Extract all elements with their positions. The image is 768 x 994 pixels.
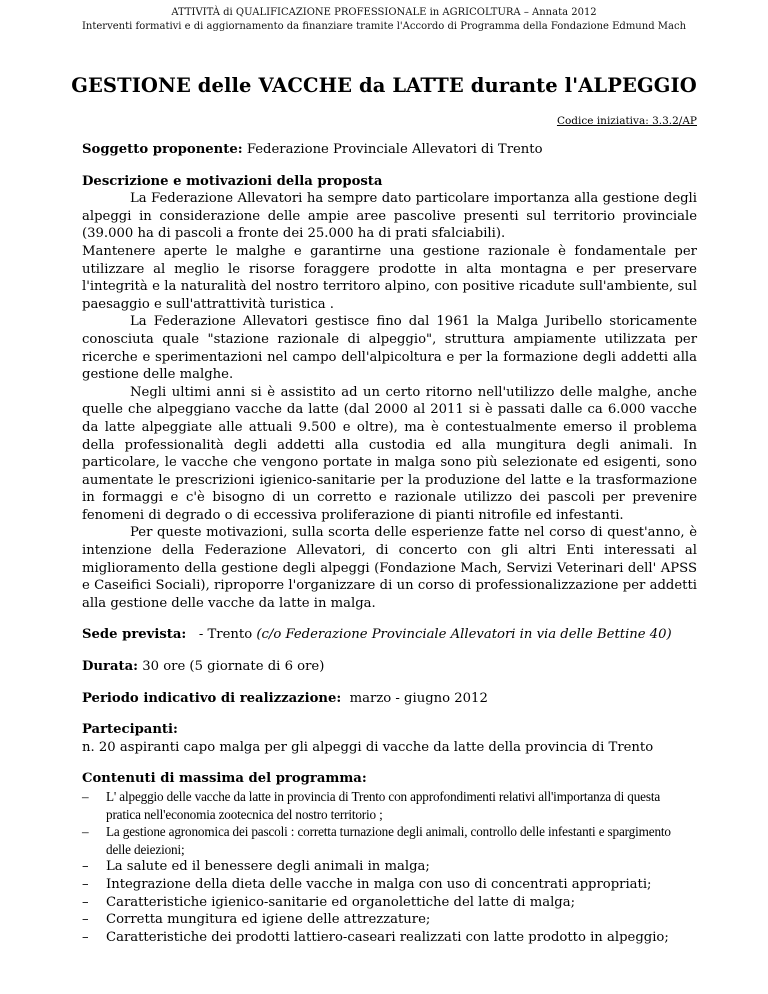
- soggetto-section: [82, 141, 697, 159]
- descrizione-paragraph: Mantenere aperte le malghe e garantirne una gestione razionale è fondamentale per utilizzare al meglio le risorse foraggere prodotte in alta montagna e per preservare l'integrità e la naturalità del nostro territoro alpino, con positive ricadute sull'ambiente, sul paesaggio e sull'attrattività turistica .: [82, 243, 697, 312]
- periodo-value: marzo - giugno 2012: [341, 690, 488, 706]
- descrizione-section: [82, 173, 697, 613]
- initiative-code: Codice iniziativa: 3.3.2/AP: [556, 115, 697, 127]
- contenuti-section: [82, 770, 697, 946]
- soggetto-label: Soggetto proponente:: [82, 142, 243, 157]
- partecipanti-value: n. 20 aspiranti capo malga per gli alpeggi di vacche da latte della provincia di Trento: [82, 739, 654, 755]
- list-item: – La salute ed il benessere degli animali in malga;: [82, 858, 697, 876]
- contenuti-list: [82, 788, 697, 946]
- header-line-1: ATTIVITÀ di QUALIFICAZIONE PROFESSIONALE in AGRICOLTURA – Annata 2012: [171, 7, 597, 18]
- durata-value: 30 ore (5 giornate di 6 ore): [138, 659, 325, 675]
- soggetto-value: Federazione Provinciale Allevatori di Trento: [242, 142, 543, 157]
- descrizione-paragraph: Per queste motivazioni, sulla scorta delle esperienze fatte nel corso di quest'anno, è intenzione della Federazione Allevatori, di concerto con gli altri Enti interessati al miglioramento della gestione degli alpeggi (Fondazione Mach, Servizi Veterinari dell' APSS e Caseifici Sociali), riproporre l'organizzare di un corso di professionalizzazione per addetti alla gestione delle vacche da latte in malga.: [82, 525, 697, 611]
- descrizione-label: Descrizione e motivazioni della proposta: [82, 173, 383, 189]
- partecipanti-label: Partecipanti:: [82, 722, 178, 738]
- contenuti-label: Contenuti di massima del programma:: [82, 771, 367, 787]
- sede-label: Sede prevista:: [82, 627, 187, 643]
- descrizione-paragraph: Negli ultimi anni si è assistito ad un certo ritorno nell'utilizzo delle malghe, anche quelle che alpeggiano vacche da latte (dal 2000 al 2011 si è passati dalle ca 6.000 vacche da latte alpeggiate alle attuali 9.500 e oltre), ma è contestualmente emerso il problema della professionalità degli addetti alla custodia ed alla mungitura degli animali. In particolare, le vacche che vengono portate in malga sono più selezionate ed esigenti, sono aumentate le prescrizioni igienico-sanitarie per la produzione del latte e la trasformazione in formaggi e c'è bisogno di un corretto e razionale utilizzo dei pascoli per prevenire fenomeni di degrado o di eccessiva proliferazione di pianti nitrofile ed infestanti.: [82, 384, 697, 523]
- descrizione-paragraph: La Federazione Allevatori ha sempre dato particolare importanza alla gestione degli alpeggi in considerazione delle ampie aree pascolive presenti sul territorio provinciale (39.000 ha di pascoli a fronte dei 25.000 ha di prati sfalciabili).: [82, 191, 697, 242]
- sede-note: (c/o Federazione Provinciale Allevatori in via delle Bettine 40): [256, 627, 672, 643]
- list-item: – La gestione agronomica dei pascoli : corretta turnazione degli animali, controllo delle infestanti e spargimento delle deiezioni;: [82, 823, 697, 858]
- sede-value: - Trento: [186, 627, 257, 643]
- periodo-label: Periodo indicativo di realizzazione:: [82, 690, 342, 706]
- list-item: – Corretta mungitura ed igiene delle attrezzature;: [82, 911, 697, 929]
- document-title: GESTIONE delle VACCHE da LATTE durante l'ALPEGGIO: [71, 74, 697, 97]
- page-header: [0, 6, 768, 34]
- list-item: – L' alpeggio delle vacche da latte in provincia di Trento con approfondimenti relativi all'importanza di questa pratica nell'economia zootecnica del nostro territorio ;: [82, 788, 697, 823]
- document-body: [82, 141, 697, 946]
- list-item: – Caratteristiche igienico-sanitarie ed organolettiche del latte di malga;: [82, 894, 697, 912]
- header-line-2: Interventi formativi e di aggiornamento da finanziare tramite l'Accordo di Programma della Fondazione Edmund Mach: [81, 21, 687, 32]
- partecipanti-section: [82, 721, 697, 756]
- periodo-section: [82, 690, 697, 708]
- list-item: – Integrazione della dieta delle vacche in malga con uso di concentrati appropriati;: [82, 876, 697, 894]
- durata-label: Durata:: [82, 659, 139, 675]
- durata-section: [82, 658, 697, 676]
- descrizione-paragraph: La Federazione Allevatori gestisce fino dal 1961 la Malga Juribello storicamente conosciuta quale "stazione razionale di alpeggio", struttura ampiamente utilizzata per ricerche e sperimentazioni nel campo dell'alpicoltura e per la formazione degli addetti alla gestione delle malghe.: [82, 314, 697, 383]
- list-item: – Caratteristiche dei prodotti lattiero-caseari realizzati con latte prodotto in alpeggio;: [82, 929, 697, 947]
- sede-section: [82, 626, 697, 644]
